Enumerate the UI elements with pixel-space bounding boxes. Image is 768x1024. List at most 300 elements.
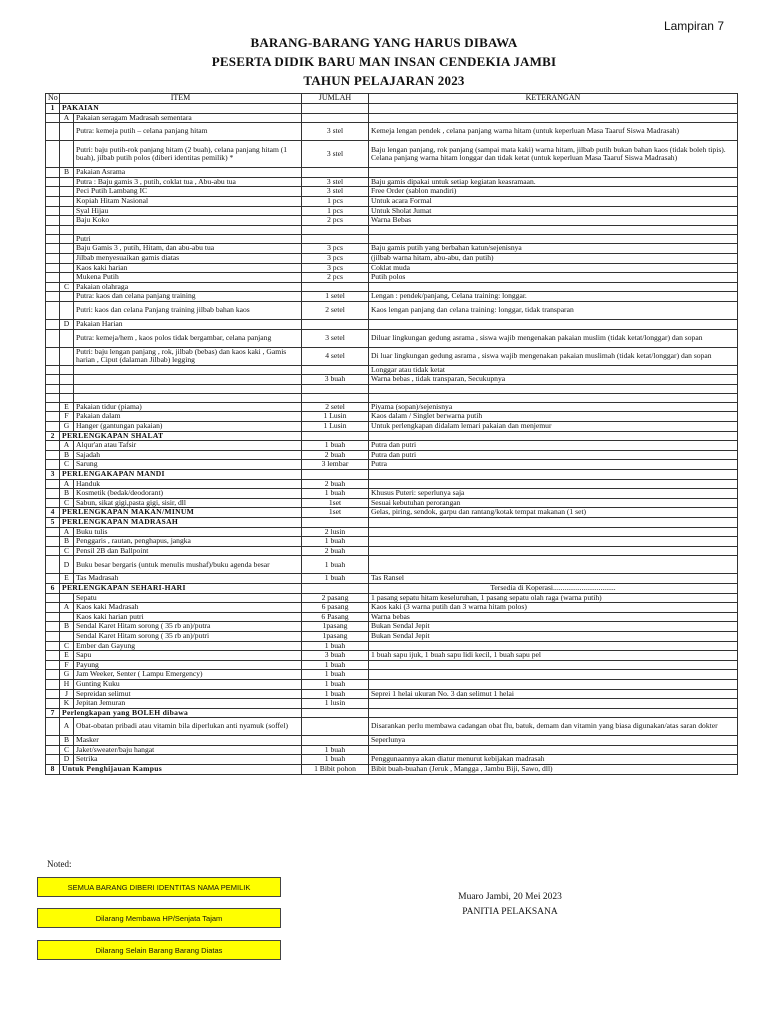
row-jumlah: 2 lusin <box>302 527 369 537</box>
row-sub: D <box>60 319 74 329</box>
row-jumlah: 1 setel <box>302 292 369 302</box>
row-keterangan <box>369 234 738 244</box>
row-no <box>46 301 60 319</box>
row-sub: H <box>60 679 74 689</box>
row-no <box>46 498 60 508</box>
row-jumlah: 4 setel <box>302 347 369 365</box>
row-jumlah: 3 buah <box>302 651 369 661</box>
row-item: Kaos kaki harian putri <box>74 612 302 622</box>
table-row <box>46 641 738 651</box>
row-sub: E <box>60 651 74 661</box>
row-sub: C <box>60 282 74 292</box>
row-sub <box>60 384 74 393</box>
row-item <box>74 384 302 393</box>
row-keterangan: Seperlunya <box>369 736 738 746</box>
row-item <box>74 365 302 375</box>
row-no <box>46 718 60 736</box>
row-no <box>46 263 60 273</box>
row-jumlah <box>302 470 369 480</box>
row-sub <box>60 365 74 375</box>
row-no: 3 <box>46 470 60 480</box>
table-row <box>46 168 738 178</box>
row-sub: B <box>60 489 74 499</box>
row-jumlah: 2 buah <box>302 546 369 556</box>
row-item: Putri: baju lengan panjang , rok, jilbab (bebas) dan kaos kaki , Gamis harian , Ciput (dalaman Jilbab) legging <box>74 347 302 365</box>
header-no: No <box>46 94 60 104</box>
row-keterangan: Kaos dalam / Singlet berwarna putih <box>369 412 738 422</box>
row-sub: B <box>60 168 74 178</box>
table-row <box>46 593 738 603</box>
row-jumlah: 3 lembar <box>302 460 369 470</box>
row-no <box>46 329 60 347</box>
row-no <box>46 365 60 375</box>
table-row <box>46 375 738 385</box>
row-keterangan <box>369 745 738 755</box>
row-no <box>46 450 60 460</box>
row-jumlah: 2 buah <box>302 479 369 489</box>
row-keterangan: Kaos lengan panjang dan celana training: longgar, tidak transparan <box>369 301 738 319</box>
row-no <box>46 384 60 393</box>
row-keterangan: Penggunaannya akan diatur menurut kebijakan madrasah <box>369 755 738 765</box>
table-row <box>46 699 738 709</box>
row-keterangan: Bibit buah-buahan (Jeruk , Mangga , Jambu Biji, Sawo, dll) <box>369 765 738 775</box>
row-keterangan: Bukan Sendal Jepit <box>369 622 738 632</box>
row-no <box>46 679 60 689</box>
row-jumlah: 3 buah <box>302 375 369 385</box>
row-sub: B <box>60 537 74 547</box>
row-keterangan: Baju gamis putih yang berbahan katun/sejenisnya <box>369 244 738 254</box>
row-jumlah: 1 buah <box>302 641 369 651</box>
section-row <box>46 470 738 480</box>
table-row <box>46 244 738 254</box>
row-no <box>46 375 60 385</box>
row-jumlah <box>302 225 369 234</box>
table-row <box>46 216 738 226</box>
row-jumlah: 2 pcs <box>302 273 369 283</box>
table-row <box>46 718 738 736</box>
row-keterangan: Putra dan putri <box>369 450 738 460</box>
row-no <box>46 347 60 365</box>
row-keterangan: Tas Ransel <box>369 574 738 584</box>
row-item: Putra: kaos dan celana panjang training <box>74 292 302 302</box>
table-row <box>46 489 738 499</box>
row-item: Tas Madrasah <box>74 574 302 584</box>
row-keterangan: Putih polos <box>369 273 738 283</box>
row-jumlah: 1 buah <box>302 537 369 547</box>
row-sub: E <box>60 402 74 412</box>
items-table <box>45 93 738 775</box>
row-jumlah: 2 setel <box>302 402 369 412</box>
row-jumlah <box>302 365 369 375</box>
row-jumlah: 2 buah <box>302 450 369 460</box>
row-item: Jaket/sweater/baju hangat <box>74 745 302 755</box>
row-keterangan: Warna bebas <box>369 612 738 622</box>
section-row <box>46 508 738 518</box>
table-row <box>46 123 738 141</box>
row-jumlah: 1set <box>302 498 369 508</box>
row-jumlah: 3 stel <box>302 177 369 187</box>
row-keterangan: Piyama (sopan)/sejenisnya <box>369 402 738 412</box>
row-sub <box>60 631 74 641</box>
row-no <box>46 670 60 680</box>
row-no <box>46 699 60 709</box>
row-no <box>46 736 60 746</box>
row-no <box>46 393 60 402</box>
row-sub: A <box>60 527 74 537</box>
row-jumlah: 1pasang <box>302 622 369 632</box>
row-sub: D <box>60 556 74 574</box>
row-item: PERLENGKAPAN SEHARI-HARI <box>60 583 302 593</box>
row-keterangan <box>369 431 738 441</box>
row-item: Jam Weeker, Senter ( Lampu Emergency) <box>74 670 302 680</box>
table-row <box>46 282 738 292</box>
row-jumlah: 1 buah <box>302 556 369 574</box>
row-keterangan: Untuk perlengkapan didalam lemari pakaian dan menjemur <box>369 422 738 432</box>
row-no: 6 <box>46 583 60 593</box>
row-sub: A <box>60 441 74 451</box>
row-sub <box>60 253 74 263</box>
row-item: PERLENGKAPAN MADRASAH <box>60 518 302 528</box>
table-row <box>46 450 738 460</box>
row-keterangan <box>369 384 738 393</box>
row-no <box>46 141 60 168</box>
row-sub <box>60 216 74 226</box>
row-jumlah: 1 buah <box>302 574 369 584</box>
row-jumlah: 1 pcs <box>302 196 369 206</box>
row-no <box>46 319 60 329</box>
note-identity: SEMUA BARANG DIBERI IDENTITAS NAMA PEMILIK <box>37 877 281 897</box>
row-item: Putri <box>74 234 302 244</box>
row-no <box>46 574 60 584</box>
row-no <box>46 593 60 603</box>
row-jumlah <box>302 384 369 393</box>
row-no <box>46 216 60 226</box>
row-no <box>46 292 60 302</box>
table-row <box>46 422 738 432</box>
row-jumlah <box>302 104 369 114</box>
row-keterangan <box>369 708 738 718</box>
table-row <box>46 113 738 123</box>
row-item: Sendal Karet Hitam sorong ( 35 rb an)/putri <box>74 631 302 641</box>
row-keterangan: (jilbab warna hitam, abu-abu, dan putih) <box>369 253 738 263</box>
row-item: Sapu <box>74 651 302 661</box>
table-header-row <box>46 94 738 104</box>
row-no <box>46 537 60 547</box>
table-row <box>46 755 738 765</box>
row-no <box>46 253 60 263</box>
section-row <box>46 765 738 775</box>
row-item: Mukena Putih <box>74 273 302 283</box>
row-no <box>46 273 60 283</box>
row-sub <box>60 301 74 319</box>
row-jumlah <box>302 518 369 528</box>
row-keterangan: Putra <box>369 460 738 470</box>
row-sub <box>60 292 74 302</box>
row-sub: A <box>60 113 74 123</box>
row-keterangan <box>369 104 738 114</box>
row-sub <box>60 612 74 622</box>
section-row <box>46 104 738 114</box>
row-jumlah <box>302 282 369 292</box>
row-jumlah: 1 buah <box>302 689 369 699</box>
row-item: Setrika <box>74 755 302 765</box>
table-row <box>46 537 738 547</box>
row-jumlah: 1 buah <box>302 660 369 670</box>
row-no <box>46 402 60 412</box>
table-row <box>46 329 738 347</box>
row-item: Pensil 2B dan Ballpoint <box>74 546 302 556</box>
row-item: Penggaris , rautan, penghapus, jangka <box>74 537 302 547</box>
table-row <box>46 527 738 537</box>
row-sub <box>60 347 74 365</box>
note-only-listed: Dilarang Selain Barang Barang Diatas <box>37 940 281 960</box>
row-jumlah: 3 stel <box>302 141 369 168</box>
row-keterangan <box>369 470 738 480</box>
row-jumlah: 1 buah <box>302 679 369 689</box>
noted-label: Noted: <box>47 859 72 869</box>
row-jumlah: 1 buah <box>302 745 369 755</box>
table-row <box>46 234 738 244</box>
row-item: Putri: baju putih-rok panjang hitam (2 buah), celana panjang hitam (1 buah), jilbab putih polos (diberi identitas pemilik) * <box>74 141 302 168</box>
table-row <box>46 206 738 216</box>
row-sub: B <box>60 450 74 460</box>
row-sub: G <box>60 422 74 432</box>
table-row <box>46 253 738 263</box>
table-row <box>46 660 738 670</box>
row-item: Putri: kaos dan celana Panjang training jilbab bahan kaos <box>74 301 302 319</box>
row-sub <box>60 593 74 603</box>
row-no <box>46 622 60 632</box>
row-jumlah <box>302 583 369 593</box>
row-jumlah <box>302 431 369 441</box>
row-item: Gunting Kuku <box>74 679 302 689</box>
row-sub: B <box>60 736 74 746</box>
row-item <box>74 225 302 234</box>
table-row <box>46 745 738 755</box>
row-keterangan: 1 buah sapu ijuk, 1 buah sapu lidi kecil, 1 buah sapu pel <box>369 651 738 661</box>
row-no <box>46 546 60 556</box>
row-no <box>46 660 60 670</box>
table-row <box>46 736 738 746</box>
table-row <box>46 689 738 699</box>
row-keterangan: Baju lengan panjang, rok panjang (sampai mata kaki) warna hitam, jilbab putih bukan bahan kaos (tidak boleh tipis). Celana panjang warna hitam longgar dan tidak ketat (untuk keperluan Masa Taaruf Siswa Madrasah) <box>369 141 738 168</box>
title-line-1: BARANG-BARANG YANG HARUS DIBAWA <box>250 35 518 50</box>
row-item: Sendal Karet Hitam sorong ( 35 rb an)/putra <box>74 622 302 632</box>
row-keterangan <box>369 699 738 709</box>
row-keterangan: Coklat muda <box>369 263 738 273</box>
row-sub <box>60 234 74 244</box>
row-keterangan: Bukan Sendal Jepit <box>369 631 738 641</box>
row-item: Sepatu <box>74 593 302 603</box>
row-sub: G <box>60 670 74 680</box>
row-no <box>46 206 60 216</box>
table-row <box>46 301 738 319</box>
table-row <box>46 225 738 234</box>
table-row <box>46 292 738 302</box>
row-jumlah <box>302 736 369 746</box>
row-no <box>46 196 60 206</box>
table-row <box>46 393 738 402</box>
row-sub <box>60 375 74 385</box>
signature-committee: PANITIA PELAKSANA <box>462 907 558 917</box>
table-row <box>46 347 738 365</box>
row-no <box>46 489 60 499</box>
row-keterangan: Lengan : pendek/panjang, Celana training: longgar. <box>369 292 738 302</box>
row-keterangan: Warna bebas , tidak transparan, Secukupnya <box>369 375 738 385</box>
row-jumlah: 1 lusin <box>302 699 369 709</box>
table-row <box>46 603 738 613</box>
row-keterangan: Kemeja lengan pendek , celana panjang warna hitam (untuk keperluan Masa Taaruf Siswa Madrasah) <box>369 123 738 141</box>
row-item: Sarung <box>74 460 302 470</box>
row-jumlah: 1 Bibit pohon <box>302 765 369 775</box>
row-sub <box>60 273 74 283</box>
row-no <box>46 177 60 187</box>
table-row <box>46 574 738 584</box>
row-keterangan <box>369 641 738 651</box>
table-row <box>46 631 738 641</box>
row-keterangan <box>369 537 738 547</box>
row-item: PERLENGAKAPAN MANDI <box>60 470 302 480</box>
row-jumlah <box>302 319 369 329</box>
row-no <box>46 412 60 422</box>
section-row <box>46 583 738 593</box>
row-sub <box>60 187 74 197</box>
row-jumlah <box>302 113 369 123</box>
attachment-label: Lampiran 7 <box>663 19 724 33</box>
row-no: 7 <box>46 708 60 718</box>
row-jumlah: 1 pcs <box>302 206 369 216</box>
row-jumlah: 2 setel <box>302 301 369 319</box>
table-row <box>46 319 738 329</box>
row-item: Untuk Penghijauan Kampus <box>60 765 302 775</box>
row-keterangan: Untuk acara Formal <box>369 196 738 206</box>
table-row <box>46 460 738 470</box>
row-keterangan <box>369 527 738 537</box>
row-no: 5 <box>46 518 60 528</box>
row-sub <box>60 225 74 234</box>
row-item: Buku tulis <box>74 527 302 537</box>
row-no <box>46 460 60 470</box>
row-no <box>46 755 60 765</box>
row-jumlah: 6 pasang <box>302 603 369 613</box>
row-sub: B <box>60 622 74 632</box>
row-keterangan <box>369 225 738 234</box>
table-row <box>46 441 738 451</box>
row-keterangan: Diluar lingkungan gedung asrama , siswa wajib mengenakan pakaian muslim (tidak ketat/longgar) dan sopan <box>369 329 738 347</box>
row-keterangan <box>369 393 738 402</box>
row-keterangan <box>369 113 738 123</box>
row-item: Handuk <box>74 479 302 489</box>
row-no <box>46 234 60 244</box>
table-row <box>46 273 738 283</box>
row-no <box>46 187 60 197</box>
row-item: Baju Koko <box>74 216 302 226</box>
row-jumlah: 3 stel <box>302 123 369 141</box>
row-keterangan: 1 pasang sepatu hitam keseluruhan, 1 pasang sepatu olah raga (warna putih) <box>369 593 738 603</box>
table-row <box>46 670 738 680</box>
table-row <box>46 612 738 622</box>
row-jumlah: 1 buah <box>302 755 369 765</box>
row-item: Kosmetik (bedak/deodorant) <box>74 489 302 499</box>
row-sub: E <box>60 574 74 584</box>
row-jumlah: 1 buah <box>302 489 369 499</box>
row-item: Pakaian Asrama <box>74 168 302 178</box>
row-sub: C <box>60 498 74 508</box>
header-jumlah: JUMLAH <box>302 94 369 104</box>
row-no <box>46 641 60 651</box>
signature-place-date: Muaro Jambi, 20 Mei 2023 <box>458 892 562 902</box>
row-item: PERLENGKAPAN MAKAN/MINUM <box>60 508 302 518</box>
row-item: Kopiah Hitam Nasional <box>74 196 302 206</box>
table-row <box>46 263 738 273</box>
row-keterangan: Disarankan perlu membawa cadangan obat flu, batuk, demam dan vitamin yang biasa digunakan/atas saran dokter <box>369 718 738 736</box>
section-row <box>46 518 738 528</box>
row-no <box>46 441 60 451</box>
table-row <box>46 479 738 489</box>
row-jumlah: 3 setel <box>302 329 369 347</box>
row-jumlah <box>302 708 369 718</box>
row-item: Baju Gamis 3 , putih, Hitam, dan abu-abu tua <box>74 244 302 254</box>
row-keterangan: Longgar atau tidak ketat <box>369 365 738 375</box>
row-sub: K <box>60 699 74 709</box>
table-row <box>46 546 738 556</box>
row-jumlah: 1 Lusin <box>302 412 369 422</box>
header-keterangan: KETERANGAN <box>369 94 738 104</box>
row-item: Kaos kaki Madrasah <box>74 603 302 613</box>
row-item: Obat-obatan pribadi atau vitamin bila diperlukan anti nyamuk (soffel) <box>74 718 302 736</box>
row-item: Hanger (gantungan pakaian) <box>74 422 302 432</box>
table-row <box>46 412 738 422</box>
row-item: Syal Hijau <box>74 206 302 216</box>
row-item: Sabun, sikat gigi,pasta gigi, sisir, dll <box>74 498 302 508</box>
title-line-3: TAHUN PELAJARAN 2023 <box>303 73 465 88</box>
row-keterangan <box>369 660 738 670</box>
row-item <box>74 393 302 402</box>
row-item: Perlengkapan yang BOLEH dibawa <box>60 708 302 718</box>
row-item: Sajadah <box>74 450 302 460</box>
row-sub: F <box>60 412 74 422</box>
row-keterangan <box>369 679 738 689</box>
row-item: Alqur'an atau Tafsir <box>74 441 302 451</box>
row-keterangan: Seprei 1 helai ukuran No. 3 dan selimut 1 helai <box>369 689 738 699</box>
row-sub <box>60 123 74 141</box>
row-jumlah: 1 buah <box>302 670 369 680</box>
row-keterangan: Tersedia di Koperasi................................. <box>369 583 738 593</box>
row-keterangan: Baju gamis dipakai untuk setiap kegiatan keasramaan. <box>369 177 738 187</box>
row-sub: A <box>60 603 74 613</box>
row-item: Sepreidan selimut <box>74 689 302 699</box>
row-jumlah <box>302 718 369 736</box>
table-row <box>46 384 738 393</box>
row-no <box>46 479 60 489</box>
row-sub <box>60 393 74 402</box>
row-sub <box>60 206 74 216</box>
row-keterangan: Di luar lingkungan gedung asrama , siswa wajib mengenakan pakaian muslimah (tidak ketat/longgar) dan sopan <box>369 347 738 365</box>
row-no <box>46 123 60 141</box>
row-jumlah: 1pasang <box>302 631 369 641</box>
row-item: PAKAIAN <box>60 104 302 114</box>
row-no <box>46 282 60 292</box>
row-no <box>46 631 60 641</box>
row-keterangan <box>369 546 738 556</box>
row-no <box>46 556 60 574</box>
row-keterangan: Warna Bebas <box>369 216 738 226</box>
table-row <box>46 498 738 508</box>
row-jumlah: 1set <box>302 508 369 518</box>
row-jumlah: 3 stel <box>302 187 369 197</box>
row-jumlah: 1 buah <box>302 441 369 451</box>
row-item: Kaos kaki harian <box>74 263 302 273</box>
